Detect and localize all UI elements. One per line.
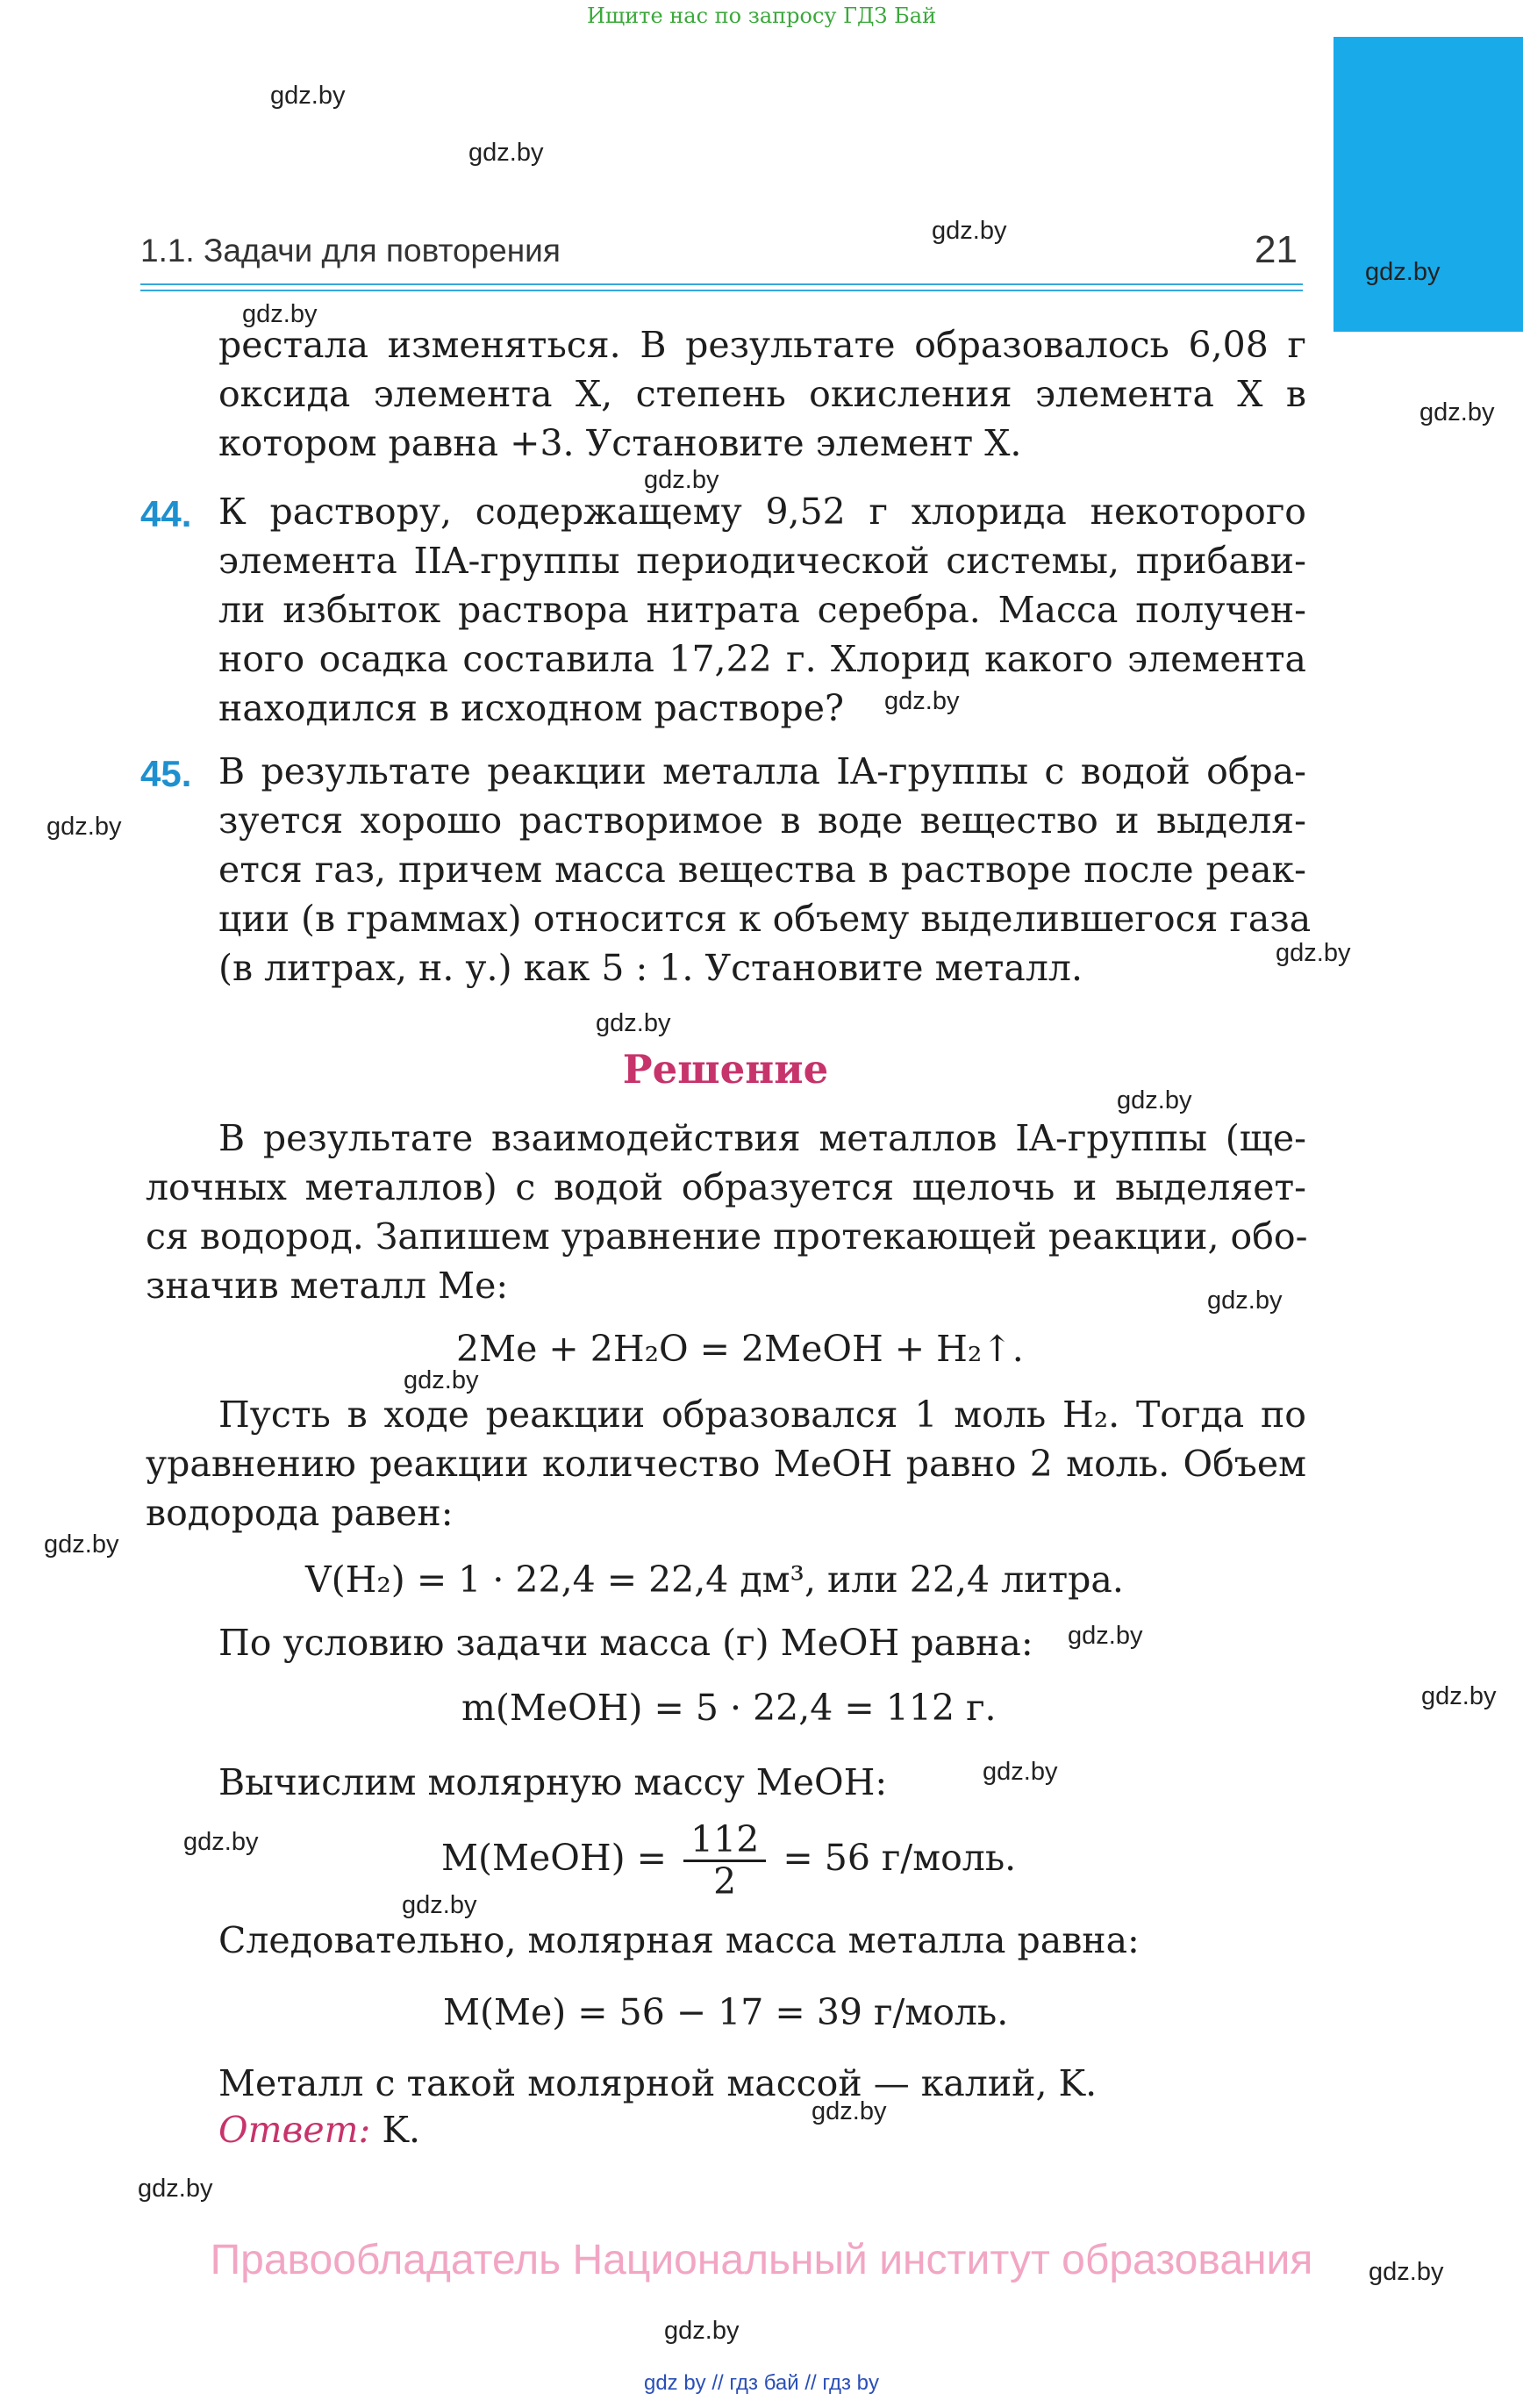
eq-left: M(MeOH) = [441, 1837, 667, 1880]
eq-right: = 56 г/моль. [783, 1837, 1017, 1880]
text-line: По условию задачи масса (г) MeOH равна: [218, 1622, 1033, 1664]
equation-reaction: 2Me + 2H₂O = 2MeOH + H₂↑. [456, 1328, 1024, 1370]
answer-label: Ответ: [218, 2109, 371, 2151]
watermark: gdz.by [1068, 1622, 1143, 1650]
watermark: gdz.by [1117, 1086, 1192, 1114]
watermark: gdz.by [138, 2175, 213, 2203]
text-line: водорода равен: [146, 1492, 454, 1534]
text-line: К раствору, содержащему 9,52 г хлорида некоторого [218, 491, 1306, 533]
text-line: Вычислим молярную массу MeOH: [218, 1761, 888, 1803]
text-line: значив металл Me: [146, 1265, 509, 1307]
text-line: ся водород. Запишем уравнение протекающей реакции, обо- [146, 1215, 1308, 1258]
text-line: Пусть в ходе реакции образовался 1 моль H₂. Тогда по [218, 1394, 1306, 1436]
text-line: уравнению реакции количество MeOH равно 2 моль. Объем [146, 1443, 1306, 1485]
watermark: gdz.by [183, 1828, 259, 1856]
watermark: gdz.by [242, 300, 318, 328]
fraction-denominator: 2 [713, 1860, 737, 1903]
bottom-links[interactable]: gdz by // гдз бай // гдз by [643, 2371, 880, 2395]
text-line: элемента IIA-группы периодической системы, прибави- [218, 540, 1306, 582]
blue-corner-tab [1334, 37, 1523, 332]
equation-molar-mass [441, 1820, 1016, 1902]
text-line: находился в исходном растворе? [218, 687, 845, 729]
text-line: Следовательно, молярная масса металла равна: [218, 1919, 1140, 1961]
answer-value: K. [370, 2109, 421, 2151]
watermark: gdz.by [270, 82, 346, 110]
text-line: (в литрах, н. у.) как 5 : 1. Установите металл. [218, 947, 1083, 989]
watermark: gdz.by [596, 1009, 671, 1037]
header-rule [140, 290, 1303, 291]
watermark: gdz.by [932, 217, 1007, 245]
task-number: 45. [140, 753, 192, 794]
text-line: ции (в граммах) относится к объему выделившегося газа [218, 898, 1312, 940]
text-line: рестала изменяться. В результате образовалось 6,08 г [218, 324, 1306, 366]
answer-line [218, 2109, 421, 2151]
text-line: В результате взаимодействия металлов IA-группы (ще- [218, 1117, 1306, 1159]
text-line: котором равна +3. Установите элемент X. [218, 422, 1022, 464]
equation-metal-mass: M(Me) = 56 − 17 = 39 г/моль. [443, 1991, 1009, 2033]
equation-mass: m(MeOH) = 5 · 22,4 = 112 г. [461, 1687, 997, 1729]
page-number: 21 [1255, 228, 1298, 271]
top-banner[interactable]: Ищите нас по запросу ГДЗ Бай [586, 4, 937, 28]
header-rule [140, 283, 1303, 285]
watermark: gdz.by [1419, 398, 1495, 426]
text-line: ного осадка составила 17,22 г. Хлорид какого элемента [218, 638, 1306, 680]
fraction [683, 1820, 766, 1902]
text-line: Металл с такой молярной массой — калий, K. [218, 2062, 1098, 2104]
watermark: gdz.by [46, 813, 122, 841]
watermark: gdz.by [1365, 258, 1441, 286]
watermark: gdz.by [44, 1530, 119, 1559]
watermark: gdz.by [1369, 2258, 1444, 2286]
watermark: gdz.by [983, 1758, 1058, 1786]
text-line: В результате реакции металла IA-группы с водой обра- [218, 750, 1306, 792]
text-line: ли избыток раствора нитрата серебра. Масса получен- [218, 589, 1306, 631]
watermark: gdz.by [468, 139, 544, 167]
fraction-numerator: 112 [683, 1820, 766, 1862]
equation-volume: V(H₂) = 1 · 22,4 = 22,4 дм³, или 22,4 литра. [305, 1559, 1124, 1601]
copyright-notice: Правообладатель Национальный институт образования [210, 2237, 1313, 2283]
watermark: gdz.by [884, 687, 960, 715]
watermark: gdz.by [664, 2317, 740, 2345]
solution-title: Решение [622, 1046, 829, 1093]
text-line: лочных металлов) с водой образуется щелочь и выделяет- [146, 1166, 1306, 1208]
watermark: gdz.by [1421, 1682, 1497, 1710]
watermark: gdz.by [644, 466, 719, 494]
watermark: gdz.by [812, 2097, 887, 2125]
watermark: gdz.by [1207, 1286, 1283, 1315]
task-number: 44. [140, 493, 192, 534]
watermark: gdz.by [402, 1891, 477, 1919]
section-header: 1.1. Задачи для повторения [140, 233, 561, 269]
watermark: gdz.by [1276, 939, 1351, 967]
text-line: зуется хорошо растворимое в воде вещество и выделя- [218, 799, 1306, 842]
watermark: gdz.by [404, 1366, 479, 1394]
text-line: оксида элемента X, степень окисления элемента X в [218, 373, 1306, 415]
text-line: ется газ, причем масса вещества в растворе после реак- [218, 849, 1306, 891]
